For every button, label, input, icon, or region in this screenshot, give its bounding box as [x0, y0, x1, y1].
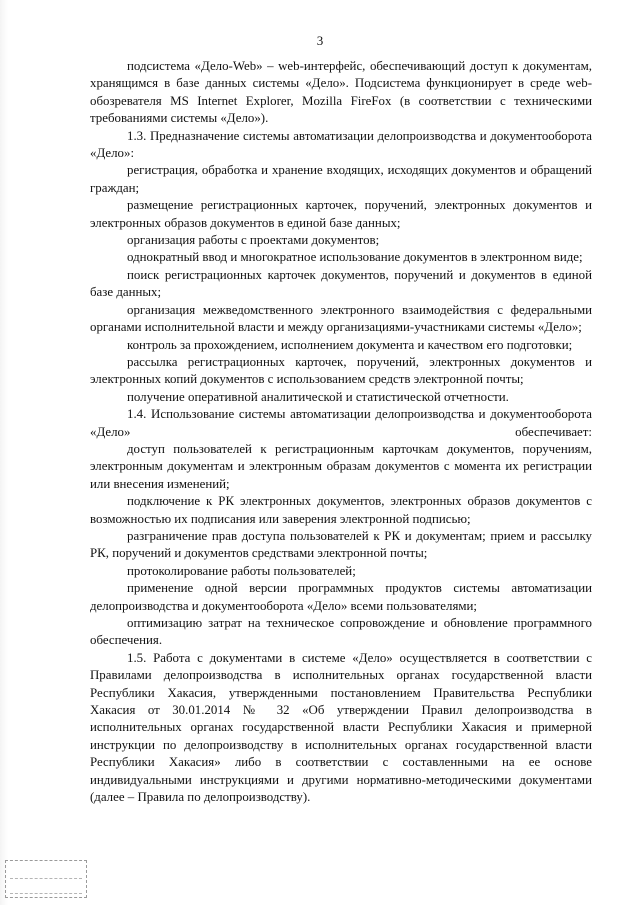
list-item: однократный ввод и многократное использование документов в электронном виде; — [127, 250, 583, 265]
stamp-line — [10, 864, 82, 879]
list-item: применение одной версии программных продуктов системы автоматизации делопроизводства и документооборота «Дело» всеми пользователями; — [90, 581, 592, 613]
list-item: доступ пользователей к регистрационным карточкам документов, поручениям, электронным документам и электронным образам документов с момента их регистрации или внесения изменений; — [90, 441, 592, 491]
list-item: рассылка регистрационных карточек, поручений, электронных документов и электронных копий документов с использованием средств электронной почты; — [90, 354, 592, 387]
list-item: разграничение прав доступа пользователей к РК и документам; прием и рассылку РК, поручений и документов средствами электронной почты; — [90, 528, 592, 561]
list-item: организация межведомственного электронного взаимодействия с федеральными органами исполнительной власти и между организациями-участниками системы «Дело»; — [90, 302, 592, 335]
list-item: регистрация, обработка и хранение входящих, исходящих документов и обращений граждан; — [90, 163, 592, 195]
registration-stamp — [5, 860, 87, 898]
section-1-5-paragraph: 1.5. Работа с документами в системе «Дело» осуществляется в соответствии с Правилами делопроизводства в исполнительных органах государственной власти Республики Хакасия, утвержденными постановлением Правительства Республики Хакасия от 30.01.2014 № 32 «Об утверждении Правил делопроизводства в исполнительных органах государственной власти Республики Хакасия и примерной инструкции по делопроизводству в исполнительных органах государственной власти Республики Хакасия» либо в соответствии с составленными на ее основе индивидуальными инструкциями и другими нормативно-методическими документами (далее – Правила по делопроизводству). — [90, 650, 592, 805]
stamp-line — [10, 879, 82, 894]
document-body — [90, 58, 592, 806]
paragraph-delo-web: подсистема «Дело-Web» – web-интерфейс, обеспечивающий доступ к документам, хранящимся в базе данных системы «Дело». Подсистема функционирует в среде web-обозревателя MS Internet Explorer, Mozilla FireFox (в соответствии с техническими требованиями системы «Дело»). — [90, 59, 592, 126]
list-item: организация работы с проектами документов; — [127, 233, 380, 248]
section-1-3-heading: 1.3. Предназначение системы автоматизации делопроизводства и документооборота «Дело»: — [90, 128, 592, 161]
list-item: протоколирование работы пользователей; — [127, 563, 356, 578]
list-item: размещение регистрационных карточек, поручений, электронных документов и электронных образов документов в единой базе данных; — [90, 198, 592, 230]
list-item: контроль за прохождением, исполнением документа и качеством его подготовки; — [127, 337, 573, 352]
list-item: оптимизацию затрат на техническое сопровождение и обновление программного обеспечения. — [90, 616, 592, 648]
scan-margin-shadow — [0, 0, 8, 905]
list-item: получение оперативной аналитической и статистической отчетности. — [127, 389, 509, 404]
page-number: 3 — [316, 33, 324, 48]
list-item: подключение к РК электронных документов, электронных образов документов с возможностью их подписания или заверения электронной подписью; — [90, 494, 592, 526]
list-item: поиск регистрационных карточек документов, поручений и документов в единой базе данных; — [90, 267, 592, 300]
section-1-4-heading: 1.4. Использование системы автоматизации делопроизводства и документооборота «Дело» обеспечивает: — [90, 407, 592, 439]
